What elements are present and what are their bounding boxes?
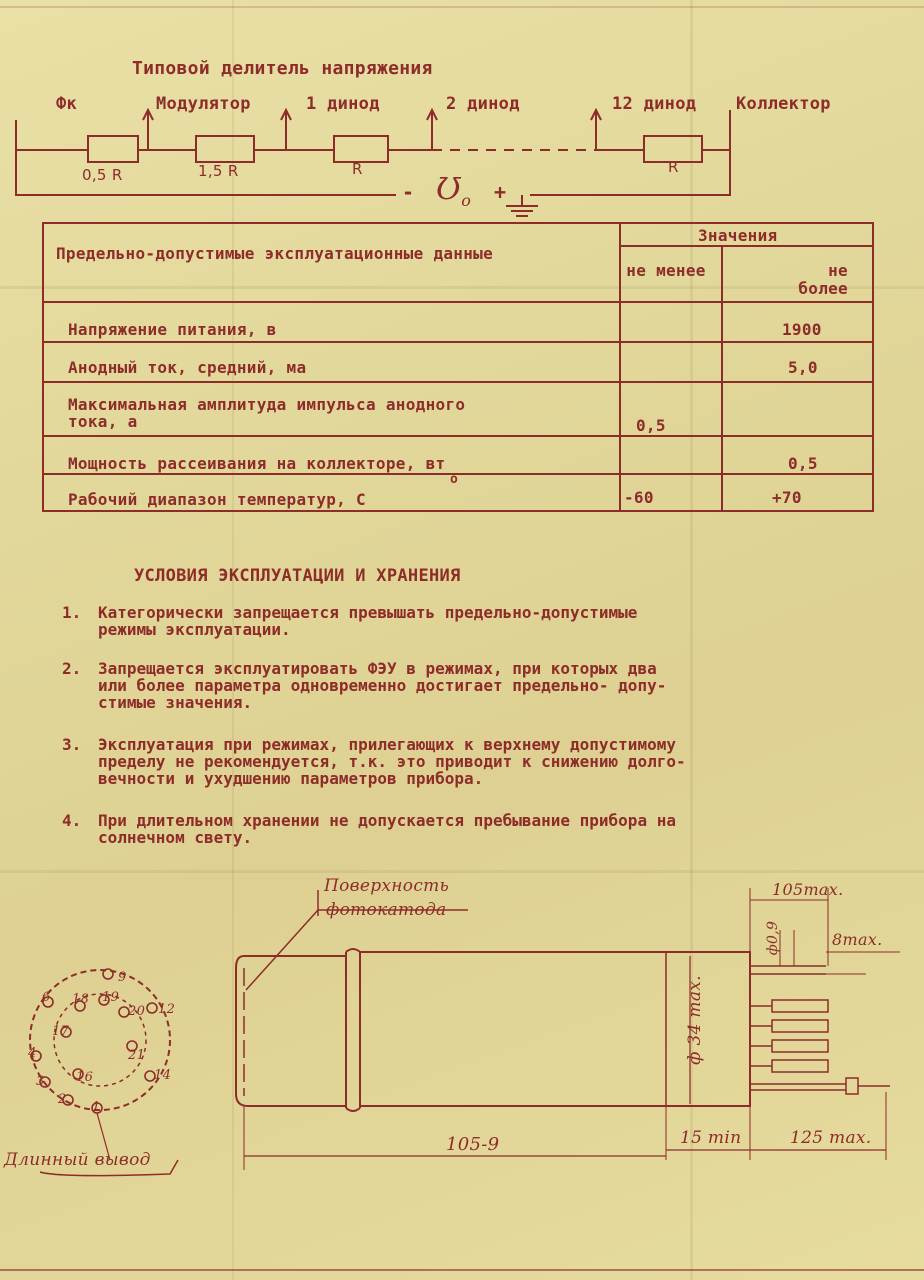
- row-max-3: 0,5: [788, 454, 818, 473]
- supply-symbol-main: Ʊ: [436, 172, 462, 207]
- resistor-label-2: R: [352, 160, 363, 178]
- dim-pin-dia: ф0,9: [765, 920, 782, 956]
- pin-label-2: 2: [58, 1092, 67, 1107]
- label-dynode-2: 2 динод: [446, 94, 520, 114]
- row-min-4: -60: [624, 488, 654, 507]
- row-param-3: Мощность рассеивания на коллекторе, вт: [68, 454, 446, 473]
- supply-symbol-sub: o: [461, 191, 472, 210]
- condition-text-4: При длительном хранении не допускается пребывание прибора на солнечном свету.: [98, 811, 676, 847]
- long-lead-label: Длинный вывод: [4, 1150, 151, 1170]
- pin-label-19: 19: [102, 990, 120, 1005]
- pin-label-17: 17: [52, 1024, 70, 1039]
- table-header: Предельно-допустимые эксплуатационные данные: [56, 244, 494, 263]
- divider-title: Типовой делитель напряжения: [132, 58, 433, 79]
- row-param-1: Анодный ток, средний, ма: [68, 358, 307, 377]
- condition-num-4: 4.: [62, 811, 82, 830]
- col-max-header: не более: [798, 261, 848, 298]
- condition-text-1: Категорически запрещается превышать предельно-допустимые режимы эксплуатации.: [98, 603, 638, 639]
- resistor-label-0: 0,5 R: [82, 166, 123, 184]
- dim-diameter: ф 34 max.: [684, 975, 705, 1065]
- row-max-1: 5,0: [788, 358, 818, 377]
- photocathode-label-2: фотокатода: [326, 900, 447, 920]
- condition-num-1: 1.: [62, 603, 82, 622]
- photocathode-label-1: Поверхность: [324, 876, 450, 896]
- row-min-2: 0,5: [636, 416, 666, 435]
- supply-minus: -: [402, 180, 415, 204]
- pin-label-20: 20: [128, 1004, 146, 1019]
- pin-label-21: 21: [128, 1048, 146, 1063]
- degree-mark: о: [450, 472, 459, 487]
- pin-label-6: 6: [42, 990, 51, 1005]
- pin-label-14: 14: [154, 1068, 172, 1083]
- conditions-title: УСЛОВИЯ ЭКСПЛУАТАЦИИ И ХРАНЕНИЯ: [134, 566, 461, 586]
- condition-text-2: Запрещается эксплуатировать ФЭУ в режимах, при которых два или более параметра одновременно достигает предельно- допу- стимые значения.: [98, 659, 667, 712]
- condition-num-3: 3.: [62, 735, 82, 754]
- pin-label-16: 16: [76, 1070, 94, 1085]
- dim-pin-len: 8max.: [832, 930, 883, 949]
- label-fk: Фк: [56, 94, 78, 114]
- row-param-0: Напряжение питания, в: [68, 320, 277, 339]
- label-dynode-1: 1 динод: [306, 94, 380, 114]
- col-min-header: не менее: [626, 261, 706, 280]
- row-param-2: Максимальная амплитуда импульса анодного тока, а: [68, 395, 466, 431]
- supply-plus: +: [494, 180, 507, 204]
- row-max-4: +70: [772, 488, 802, 507]
- pin-label-12: 12: [158, 1002, 176, 1017]
- dim-length: 105-9: [446, 1134, 500, 1155]
- condition-text-3: Эксплуатация при режимах, прилегающих к верхнему допустимому пределу не рекомендуется, т.к. это приводит к снижению долго- вечности и ухудшению параметров прибора.: [98, 735, 686, 788]
- pin-label-3: 3: [36, 1074, 45, 1089]
- label-collector: Коллектор: [736, 94, 831, 114]
- label-dynode-12: 12 динод: [612, 94, 697, 114]
- resistor-label-3: R: [668, 158, 679, 176]
- dim-top: 105max.: [772, 880, 844, 899]
- row-max-0: 1900: [782, 320, 822, 339]
- row-param-4: Рабочий диапазон температур, С: [68, 490, 366, 509]
- pin-label-1: 1: [92, 1100, 101, 1115]
- resistor-label-1: 1,5 R: [198, 162, 239, 180]
- dim-min: 15 min: [680, 1128, 742, 1148]
- values-header: Значения: [698, 226, 778, 245]
- pin-label-18: 18: [72, 992, 90, 1007]
- dim-leads: 125 max.: [790, 1128, 872, 1148]
- condition-num-2: 2.: [62, 659, 82, 678]
- pin-label-4: 4: [28, 1046, 37, 1061]
- pin-label-9: 9: [118, 970, 127, 985]
- label-modulator: Модулятор: [156, 94, 251, 114]
